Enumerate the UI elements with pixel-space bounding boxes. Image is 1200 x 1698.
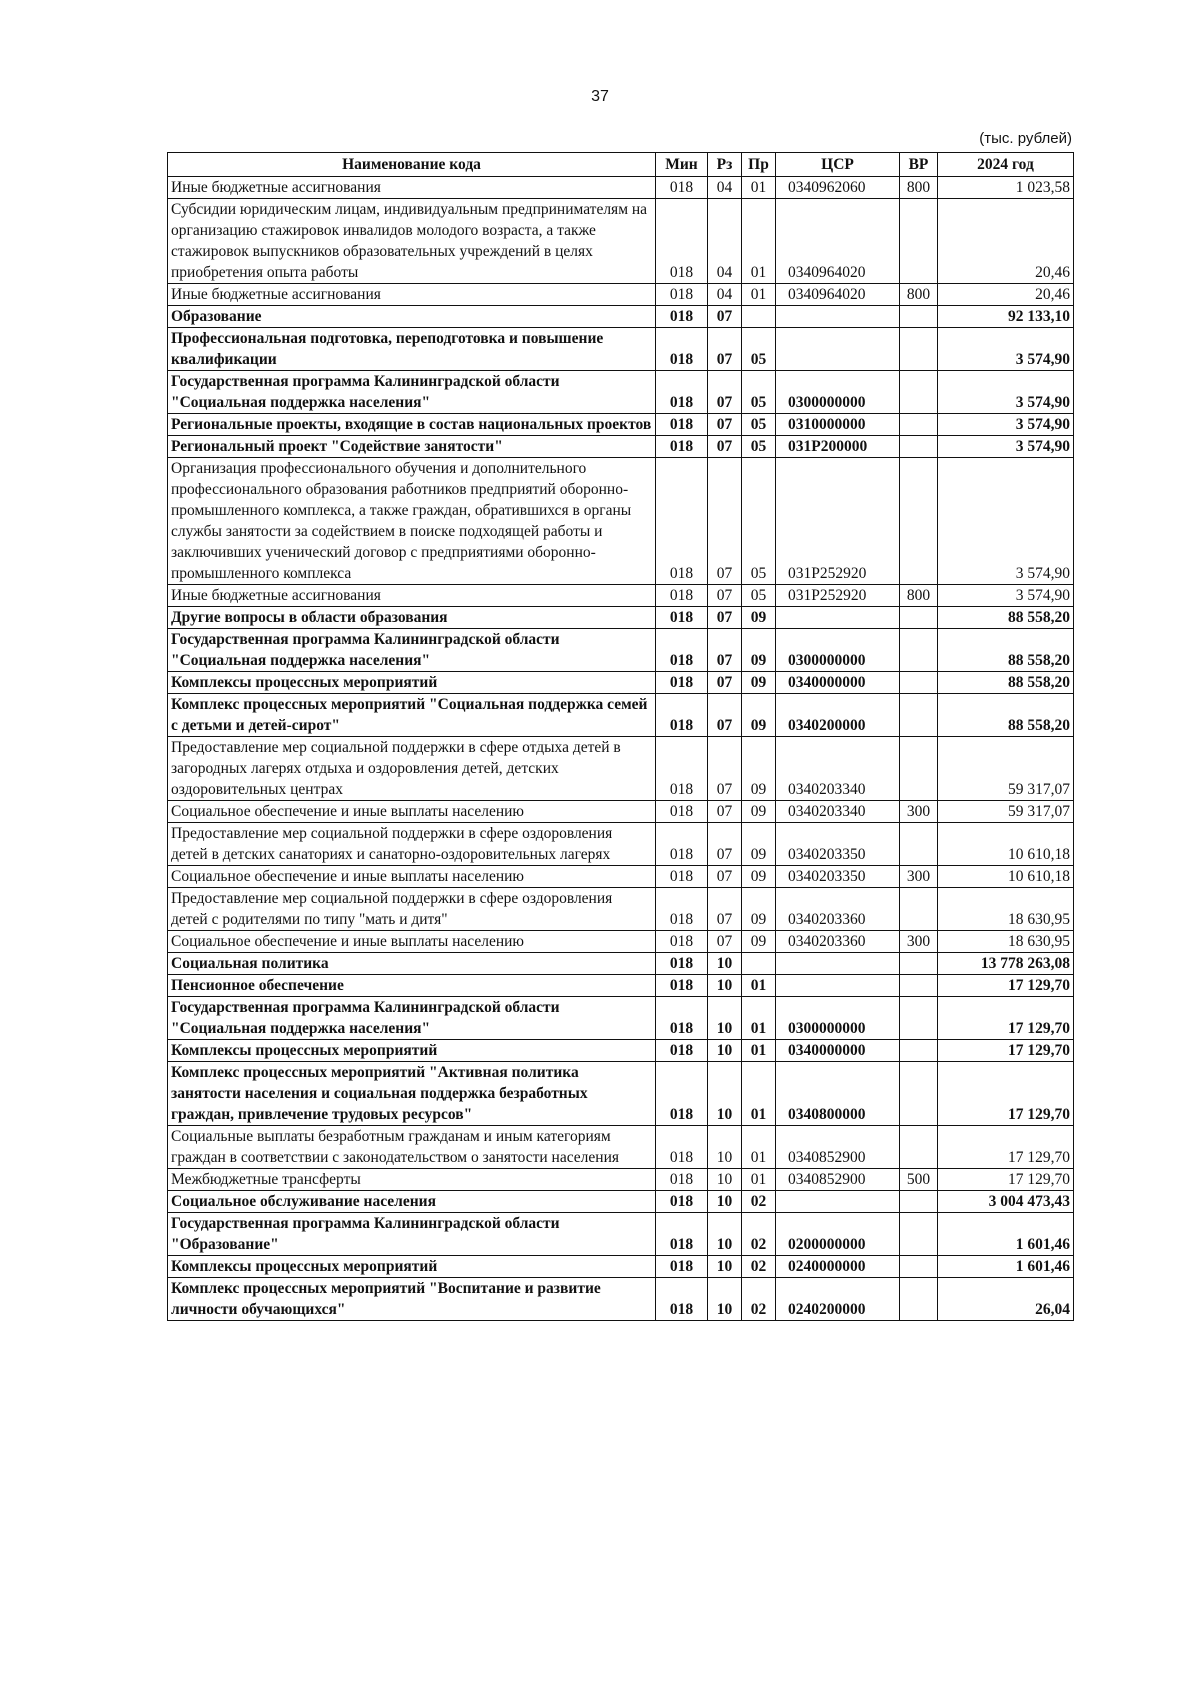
cell-csr: 0340203340 bbox=[776, 801, 900, 823]
cell-csr: 0310000000 bbox=[776, 414, 900, 436]
cell-csr: 0340203360 bbox=[776, 931, 900, 953]
cell-pr: 01 bbox=[742, 1169, 776, 1191]
cell-amount: 18 630,95 bbox=[938, 931, 1074, 953]
cell-csr: 0340000000 bbox=[776, 672, 900, 694]
cell-rz: 07 bbox=[708, 823, 742, 866]
cell-rz: 10 bbox=[708, 1062, 742, 1126]
cell-csr: 0340200000 bbox=[776, 694, 900, 737]
cell-amount: 17 129,70 bbox=[938, 1169, 1074, 1191]
cell-pr: 09 bbox=[742, 629, 776, 672]
table-row bbox=[168, 177, 1074, 199]
cell-vr: 800 bbox=[900, 284, 938, 306]
unit-label: (тыс. рублей) bbox=[979, 130, 1072, 147]
cell-amount: 26,04 bbox=[938, 1278, 1074, 1321]
cell-vr bbox=[900, 1256, 938, 1278]
table-row bbox=[168, 1278, 1074, 1321]
cell-pr: 09 bbox=[742, 823, 776, 866]
page-number: 37 bbox=[591, 88, 609, 105]
cell-rz: 07 bbox=[708, 607, 742, 629]
table-row bbox=[168, 672, 1074, 694]
cell-name: Социальное обслуживание населения bbox=[168, 1191, 656, 1213]
cell-rz: 07 bbox=[708, 866, 742, 888]
cell-name: Государственная программа Калининградской области "Социальная поддержка населения" bbox=[168, 629, 656, 672]
cell-pr: 09 bbox=[742, 888, 776, 931]
cell-csr bbox=[776, 607, 900, 629]
table-row bbox=[168, 801, 1074, 823]
cell-min: 018 bbox=[656, 975, 708, 997]
cell-pr: 09 bbox=[742, 866, 776, 888]
table-row bbox=[168, 284, 1074, 306]
cell-csr: 0340964020 bbox=[776, 284, 900, 306]
table-row bbox=[168, 1126, 1074, 1169]
cell-rz: 10 bbox=[708, 1126, 742, 1169]
cell-rz: 07 bbox=[708, 328, 742, 371]
table-row bbox=[168, 1191, 1074, 1213]
cell-vr bbox=[900, 1213, 938, 1256]
cell-vr bbox=[900, 1126, 938, 1169]
cell-min: 018 bbox=[656, 199, 708, 284]
cell-vr bbox=[900, 371, 938, 414]
cell-name: Межбюджетные трансферты bbox=[168, 1169, 656, 1191]
cell-min: 018 bbox=[656, 888, 708, 931]
cell-csr: 0240000000 bbox=[776, 1256, 900, 1278]
cell-min: 018 bbox=[656, 414, 708, 436]
cell-min: 018 bbox=[656, 306, 708, 328]
cell-vr: 300 bbox=[900, 866, 938, 888]
cell-pr: 01 bbox=[742, 1040, 776, 1062]
cell-pr: 01 bbox=[742, 1062, 776, 1126]
cell-vr bbox=[900, 199, 938, 284]
cell-csr: 0340852900 bbox=[776, 1126, 900, 1169]
table-row bbox=[168, 436, 1074, 458]
cell-min: 018 bbox=[656, 1062, 708, 1126]
cell-name: Социальное обеспечение и иные выплаты населению bbox=[168, 931, 656, 953]
cell-name: Организация профессионального обучения и дополнительного профессионального образования работников предприятий оборонно-промышленного комплекса, а также граждан, обратившихся в органы службы занятости за содействием в поиске подходящей работы и заключивших ученический договор с предприятиями оборонно-промышленного комплекса bbox=[168, 458, 656, 585]
cell-name: Другие вопросы в области образования bbox=[168, 607, 656, 629]
cell-csr: 0340203350 bbox=[776, 823, 900, 866]
cell-name: Социальное обеспечение и иные выплаты населению bbox=[168, 866, 656, 888]
cell-amount: 1 023,58 bbox=[938, 177, 1074, 199]
cell-vr bbox=[900, 737, 938, 801]
cell-pr: 02 bbox=[742, 1191, 776, 1213]
cell-rz: 07 bbox=[708, 585, 742, 607]
cell-vr bbox=[900, 1191, 938, 1213]
cell-rz: 07 bbox=[708, 888, 742, 931]
cell-min: 018 bbox=[656, 737, 708, 801]
cell-min: 018 bbox=[656, 866, 708, 888]
table-row bbox=[168, 328, 1074, 371]
cell-vr bbox=[900, 436, 938, 458]
cell-rz: 07 bbox=[708, 672, 742, 694]
cell-name: Предоставление мер социальной поддержки в сфере оздоровления детей с родителями по типу "мать и дитя" bbox=[168, 888, 656, 931]
cell-amount: 88 558,20 bbox=[938, 629, 1074, 672]
cell-pr: 09 bbox=[742, 607, 776, 629]
cell-min: 018 bbox=[656, 694, 708, 737]
cell-pr: 05 bbox=[742, 458, 776, 585]
cell-vr bbox=[900, 629, 938, 672]
cell-pr: 05 bbox=[742, 414, 776, 436]
cell-amount: 59 317,07 bbox=[938, 801, 1074, 823]
cell-csr: 031Р252920 bbox=[776, 585, 900, 607]
cell-csr: 0340203350 bbox=[776, 866, 900, 888]
cell-name: Комплексы процессных мероприятий bbox=[168, 672, 656, 694]
cell-name: Государственная программа Калининградской области "Образование" bbox=[168, 1213, 656, 1256]
table-row bbox=[168, 1169, 1074, 1191]
table-row bbox=[168, 737, 1074, 801]
cell-min: 018 bbox=[656, 997, 708, 1040]
table-header-row bbox=[168, 153, 1074, 177]
cell-vr bbox=[900, 328, 938, 371]
cell-min: 018 bbox=[656, 1191, 708, 1213]
cell-vr bbox=[900, 672, 938, 694]
cell-amount: 3 004 473,43 bbox=[938, 1191, 1074, 1213]
header-pr: Пр bbox=[742, 153, 776, 177]
table-row bbox=[168, 306, 1074, 328]
cell-min: 018 bbox=[656, 1169, 708, 1191]
table-row bbox=[168, 199, 1074, 284]
cell-vr: 500 bbox=[900, 1169, 938, 1191]
cell-rz: 10 bbox=[708, 953, 742, 975]
cell-pr: 02 bbox=[742, 1256, 776, 1278]
cell-vr bbox=[900, 414, 938, 436]
cell-pr: 05 bbox=[742, 371, 776, 414]
cell-csr bbox=[776, 953, 900, 975]
cell-pr: 01 bbox=[742, 1126, 776, 1169]
cell-rz: 07 bbox=[708, 737, 742, 801]
cell-name: Комплекс процессных мероприятий "Активная политика занятости населения и социальная поддержка безработных граждан, привлечение трудовых ресурсов" bbox=[168, 1062, 656, 1126]
cell-vr bbox=[900, 1062, 938, 1126]
cell-min: 018 bbox=[656, 1040, 708, 1062]
cell-name: Социальное обеспечение и иные выплаты населению bbox=[168, 801, 656, 823]
table-row bbox=[168, 1213, 1074, 1256]
cell-name: Региональные проекты, входящие в состав национальных проектов bbox=[168, 414, 656, 436]
cell-rz: 10 bbox=[708, 1213, 742, 1256]
cell-pr: 02 bbox=[742, 1213, 776, 1256]
cell-min: 018 bbox=[656, 931, 708, 953]
header-vr: ВР bbox=[900, 153, 938, 177]
cell-vr bbox=[900, 458, 938, 585]
cell-vr bbox=[900, 694, 938, 737]
cell-pr: 09 bbox=[742, 801, 776, 823]
cell-min: 018 bbox=[656, 1278, 708, 1321]
cell-min: 018 bbox=[656, 284, 708, 306]
cell-name: Государственная программа Калининградской области "Социальная поддержка населения" bbox=[168, 371, 656, 414]
cell-pr: 09 bbox=[742, 672, 776, 694]
cell-vr bbox=[900, 1040, 938, 1062]
cell-name: Социальные выплаты безработным гражданам и иным категориям граждан в соответствии с законодательством о занятости населения bbox=[168, 1126, 656, 1169]
cell-name: Социальная политика bbox=[168, 953, 656, 975]
cell-amount: 17 129,70 bbox=[938, 1040, 1074, 1062]
cell-amount: 3 574,90 bbox=[938, 328, 1074, 371]
cell-amount: 18 630,95 bbox=[938, 888, 1074, 931]
cell-csr bbox=[776, 1191, 900, 1213]
cell-vr bbox=[900, 975, 938, 997]
cell-pr: 05 bbox=[742, 436, 776, 458]
header-name: Наименование кода bbox=[168, 153, 656, 177]
cell-amount: 13 778 263,08 bbox=[938, 953, 1074, 975]
cell-vr bbox=[900, 953, 938, 975]
cell-vr bbox=[900, 823, 938, 866]
cell-amount: 17 129,70 bbox=[938, 1062, 1074, 1126]
cell-name: Комплекс процессных мероприятий "Воспитание и развитие личности обучающихся" bbox=[168, 1278, 656, 1321]
cell-amount: 20,46 bbox=[938, 199, 1074, 284]
cell-pr: 01 bbox=[742, 177, 776, 199]
cell-amount: 1 601,46 bbox=[938, 1256, 1074, 1278]
cell-min: 018 bbox=[656, 629, 708, 672]
cell-name: Предоставление мер социальной поддержки в сфере отдыха детей в загородных лагерях отдыха и оздоровления детей, детских оздоровительных центрах bbox=[168, 737, 656, 801]
cell-csr: 0340800000 bbox=[776, 1062, 900, 1126]
cell-amount: 92 133,10 bbox=[938, 306, 1074, 328]
cell-min: 018 bbox=[656, 953, 708, 975]
cell-name: Иные бюджетные ассигнования bbox=[168, 284, 656, 306]
cell-vr bbox=[900, 306, 938, 328]
cell-csr: 0340964020 bbox=[776, 199, 900, 284]
cell-csr bbox=[776, 975, 900, 997]
cell-rz: 10 bbox=[708, 997, 742, 1040]
header-csr: ЦСР bbox=[776, 153, 900, 177]
cell-name: Государственная программа Калининградской области "Социальная поддержка населения" bbox=[168, 997, 656, 1040]
cell-vr bbox=[900, 997, 938, 1040]
cell-pr: 05 bbox=[742, 585, 776, 607]
cell-amount: 3 574,90 bbox=[938, 414, 1074, 436]
cell-amount: 10 610,18 bbox=[938, 866, 1074, 888]
cell-min: 018 bbox=[656, 801, 708, 823]
header-min: Мин bbox=[656, 153, 708, 177]
cell-rz: 04 bbox=[708, 199, 742, 284]
cell-min: 018 bbox=[656, 436, 708, 458]
table-row bbox=[168, 888, 1074, 931]
cell-rz: 07 bbox=[708, 629, 742, 672]
cell-amount: 3 574,90 bbox=[938, 436, 1074, 458]
cell-amount: 3 574,90 bbox=[938, 458, 1074, 585]
cell-csr: 0340000000 bbox=[776, 1040, 900, 1062]
cell-min: 018 bbox=[656, 458, 708, 585]
cell-csr: 0340203340 bbox=[776, 737, 900, 801]
cell-name: Иные бюджетные ассигнования bbox=[168, 585, 656, 607]
cell-pr: 09 bbox=[742, 694, 776, 737]
header-rz: Рз bbox=[708, 153, 742, 177]
cell-amount: 1 601,46 bbox=[938, 1213, 1074, 1256]
table-row bbox=[168, 1062, 1074, 1126]
cell-min: 018 bbox=[656, 1256, 708, 1278]
cell-pr: 05 bbox=[742, 328, 776, 371]
cell-pr: 09 bbox=[742, 737, 776, 801]
cell-csr bbox=[776, 328, 900, 371]
cell-name: Комплекс процессных мероприятий "Социальная поддержка семей с детьми и детей-сирот" bbox=[168, 694, 656, 737]
table-row bbox=[168, 997, 1074, 1040]
cell-pr bbox=[742, 306, 776, 328]
cell-amount: 88 558,20 bbox=[938, 694, 1074, 737]
table-row bbox=[168, 1040, 1074, 1062]
cell-rz: 07 bbox=[708, 931, 742, 953]
cell-rz: 04 bbox=[708, 284, 742, 306]
cell-min: 018 bbox=[656, 371, 708, 414]
cell-vr: 800 bbox=[900, 177, 938, 199]
cell-csr: 0300000000 bbox=[776, 997, 900, 1040]
table-row bbox=[168, 694, 1074, 737]
table-row bbox=[168, 607, 1074, 629]
table-row bbox=[168, 629, 1074, 672]
table-row bbox=[168, 371, 1074, 414]
cell-vr: 300 bbox=[900, 931, 938, 953]
cell-amount: 88 558,20 bbox=[938, 607, 1074, 629]
cell-rz: 04 bbox=[708, 177, 742, 199]
cell-min: 018 bbox=[656, 672, 708, 694]
header-year: 2024 год bbox=[938, 153, 1074, 177]
cell-csr: 031Р252920 bbox=[776, 458, 900, 585]
table-row bbox=[168, 975, 1074, 997]
cell-amount: 3 574,90 bbox=[938, 585, 1074, 607]
cell-name: Комплексы процессных мероприятий bbox=[168, 1256, 656, 1278]
cell-name: Профессиональная подготовка, переподготовка и повышение квалификации bbox=[168, 328, 656, 371]
cell-min: 018 bbox=[656, 177, 708, 199]
cell-vr: 800 bbox=[900, 585, 938, 607]
cell-rz: 10 bbox=[708, 1278, 742, 1321]
cell-min: 018 bbox=[656, 328, 708, 371]
cell-rz: 07 bbox=[708, 458, 742, 585]
cell-min: 018 bbox=[656, 1126, 708, 1169]
cell-rz: 07 bbox=[708, 306, 742, 328]
table-row bbox=[168, 931, 1074, 953]
cell-rz: 10 bbox=[708, 1191, 742, 1213]
cell-csr: 0300000000 bbox=[776, 371, 900, 414]
cell-pr: 01 bbox=[742, 284, 776, 306]
cell-csr: 0340962060 bbox=[776, 177, 900, 199]
cell-amount: 17 129,70 bbox=[938, 1126, 1074, 1169]
table-row bbox=[168, 458, 1074, 585]
cell-rz: 10 bbox=[708, 975, 742, 997]
cell-rz: 10 bbox=[708, 1256, 742, 1278]
cell-csr: 0300000000 bbox=[776, 629, 900, 672]
cell-pr: 01 bbox=[742, 975, 776, 997]
cell-name: Комплексы процессных мероприятий bbox=[168, 1040, 656, 1062]
cell-amount: 20,46 bbox=[938, 284, 1074, 306]
cell-name: Региональный проект "Содействие занятости" bbox=[168, 436, 656, 458]
cell-name: Предоставление мер социальной поддержки в сфере оздоровления детей в детских санаториях и санаторно-оздоровительных лагерях bbox=[168, 823, 656, 866]
cell-pr: 02 bbox=[742, 1278, 776, 1321]
cell-pr: 01 bbox=[742, 997, 776, 1040]
cell-vr bbox=[900, 607, 938, 629]
cell-name: Пенсионное обеспечение bbox=[168, 975, 656, 997]
budget-table bbox=[167, 152, 1074, 1321]
cell-rz: 07 bbox=[708, 371, 742, 414]
table-row bbox=[168, 414, 1074, 436]
table-row bbox=[168, 1256, 1074, 1278]
cell-rz: 07 bbox=[708, 414, 742, 436]
cell-rz: 07 bbox=[708, 694, 742, 737]
cell-name: Субсидии юридическим лицам, индивидуальным предпринимателям на организацию стажировок инвалидов молодого возраста, а также стажировок выпускников образовательных учреждений в целях приобретения опыта работы bbox=[168, 199, 656, 284]
cell-rz: 10 bbox=[708, 1169, 742, 1191]
cell-amount: 88 558,20 bbox=[938, 672, 1074, 694]
cell-pr: 01 bbox=[742, 199, 776, 284]
cell-pr: 09 bbox=[742, 931, 776, 953]
cell-vr: 300 bbox=[900, 801, 938, 823]
cell-min: 018 bbox=[656, 1213, 708, 1256]
cell-csr: 0200000000 bbox=[776, 1213, 900, 1256]
cell-csr: 0240200000 bbox=[776, 1278, 900, 1321]
table-row bbox=[168, 823, 1074, 866]
cell-amount: 3 574,90 bbox=[938, 371, 1074, 414]
cell-amount: 17 129,70 bbox=[938, 975, 1074, 997]
cell-csr: 0340852900 bbox=[776, 1169, 900, 1191]
cell-min: 018 bbox=[656, 585, 708, 607]
cell-rz: 10 bbox=[708, 1040, 742, 1062]
cell-csr: 0340203360 bbox=[776, 888, 900, 931]
cell-amount: 17 129,70 bbox=[938, 997, 1074, 1040]
table-row bbox=[168, 866, 1074, 888]
cell-name: Иные бюджетные ассигнования bbox=[168, 177, 656, 199]
cell-vr bbox=[900, 888, 938, 931]
table-row bbox=[168, 953, 1074, 975]
cell-amount: 59 317,07 bbox=[938, 737, 1074, 801]
cell-vr bbox=[900, 1278, 938, 1321]
cell-rz: 07 bbox=[708, 801, 742, 823]
table-row bbox=[168, 585, 1074, 607]
cell-min: 018 bbox=[656, 607, 708, 629]
cell-min: 018 bbox=[656, 823, 708, 866]
cell-pr bbox=[742, 953, 776, 975]
cell-csr: 031Р200000 bbox=[776, 436, 900, 458]
cell-rz: 07 bbox=[708, 436, 742, 458]
cell-csr bbox=[776, 306, 900, 328]
cell-amount: 10 610,18 bbox=[938, 823, 1074, 866]
cell-name: Образование bbox=[168, 306, 656, 328]
